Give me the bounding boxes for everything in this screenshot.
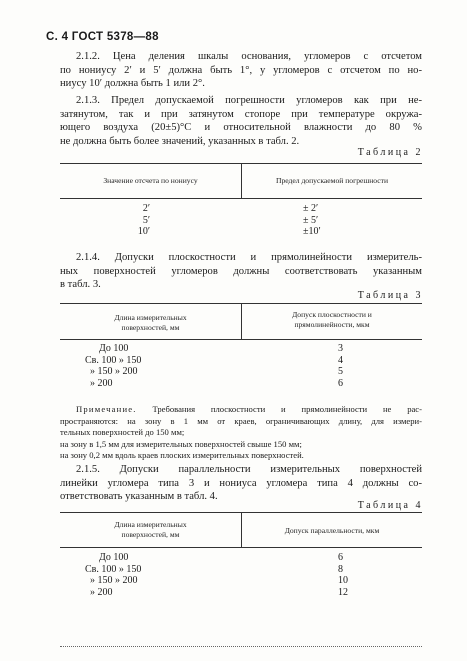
table-4-cell: 6 [338, 552, 343, 563]
paragraph-2-1-2 [60, 50, 422, 91]
table-4-header-col1 [60, 520, 241, 539]
table-2-cell: 10′ [137, 226, 150, 237]
table-4-caption: Таблица 4 [357, 500, 423, 511]
note-text: Требования плоскостности и прямолинейности не рас- [152, 404, 422, 414]
table-3-cell: До 100 [99, 343, 129, 354]
table-3-header-col1 [60, 313, 241, 332]
table-2-col1 [60, 203, 150, 238]
table-4-col2 [338, 552, 348, 598]
text-line: ющего воздуха (20±5)°С и относительной влажности до 80 % [60, 122, 422, 134]
page-header: С. 4 ГОСТ 5378—88 [46, 31, 159, 43]
table-3-cell: Св. 100 » 150 [85, 354, 142, 366]
table-2-col2 [303, 203, 321, 238]
note-line: пространяются: на зону в 1 мм от краев, ограничивающих длину, для измери- [60, 415, 422, 426]
table-4-cell: До 100 [99, 552, 129, 563]
note-line: на зону 0,2 мм вдоль краев плоских измерительных поверхностей. [60, 450, 304, 460]
table-3-header-col2 [242, 310, 422, 329]
table-4-cell: 12 [338, 586, 348, 598]
text-line: не должна быть более значений, указанных в табл. 2. [60, 135, 300, 147]
table-2-caption: Таблица 2 [357, 147, 423, 158]
note-line: тельных поверхностей до 150 мм; [60, 427, 185, 437]
table-4-cell: 8 [338, 563, 343, 575]
paragraph-2-1-4 [60, 251, 422, 292]
paragraph-2-1-5 [60, 463, 422, 504]
table-4-cell: Св. 100 » 150 [85, 563, 142, 575]
table-2-cell: ±10′ [303, 226, 321, 237]
table-3-header-rule [60, 339, 422, 340]
text-line: ответствовать указанным в табл. 4. [60, 491, 218, 503]
table-3-cell: 5 [338, 366, 343, 377]
header-line: Длина измерительных [114, 520, 187, 529]
table-3-cell: 4 [338, 354, 343, 366]
table-4-cell: 10 [338, 575, 348, 586]
text-line: ных поверхностей угломеров должны соответствовать указанным [60, 265, 422, 277]
table-2-cell: ± 2′ [303, 203, 319, 214]
text-line: линейки угломера типа 3 и нониуса угломера типа 4 должны со- [60, 477, 422, 489]
table-2-header-rule [60, 198, 422, 199]
text-line: 2.1.3. Предел допускаемой погрешности угломеров как при не- [76, 95, 422, 106]
table-2-cell: ± 5′ [303, 214, 319, 226]
text-line: 2.1.4. Допуски плоскостности и прямолинейности измеритель- [76, 252, 422, 263]
table-4-header-col2: Допуск параллельности, мкм [284, 526, 380, 535]
paragraph-2-1-3 [60, 94, 422, 148]
table-3-cell: 6 [338, 377, 343, 389]
header-line: Допуск плоскостности и [292, 310, 372, 319]
table-3-caption: Таблица 3 [357, 290, 423, 301]
header-line: прямолинейности, мкм [294, 319, 370, 329]
table-4-bottom-rule [60, 646, 422, 647]
table-3-col1 [85, 343, 141, 389]
table-3-col2 [338, 343, 343, 389]
table-2-cell: 2′ [142, 203, 150, 214]
table-3-cell: » 150 » 200 [90, 366, 138, 377]
table-4-header-rule [60, 547, 422, 548]
table-3-note [60, 404, 422, 462]
text-line: 2.1.2. Цена деления шкалы основания, угломеров с отсчетом [76, 51, 422, 62]
table-2-header-col1: Значение отсчета по нониусу [103, 176, 198, 185]
text-line: по нониусу 2′ и 5′ должна быть 1°, у угломеров с отсчетом по но- [60, 64, 422, 76]
table-2-header-col2: Предел допускаемой погрешности [275, 176, 389, 185]
header-line: поверхностей, мм [121, 322, 180, 332]
header-line: Длина измерительных [114, 313, 187, 322]
text-line: ниусу 10′ должна быть 1 или 2°. [60, 78, 205, 90]
table-4-col1 [85, 552, 141, 598]
table-3-cell: » 200 [90, 377, 113, 389]
table-3-cell: 3 [338, 343, 343, 354]
table-2-cell: 5′ [142, 214, 150, 226]
text-line: 2.1.5. Допуски параллельности измерительных поверхностей [76, 464, 422, 475]
table-4-cell: » 200 [90, 586, 113, 598]
table-4-cell: » 150 » 200 [90, 575, 138, 586]
text-line: в табл. 3. [60, 279, 101, 291]
note-line: на зону в 1,5 мм для измерительных поверхностей свыше 150 мм; [60, 438, 302, 449]
note-line [60, 404, 422, 416]
note-label: Примечание. [76, 404, 137, 414]
header-line: поверхностей, мм [121, 529, 180, 539]
text-line: затянутом, так и при затянутом стопоре при температуре окружа- [60, 108, 422, 120]
